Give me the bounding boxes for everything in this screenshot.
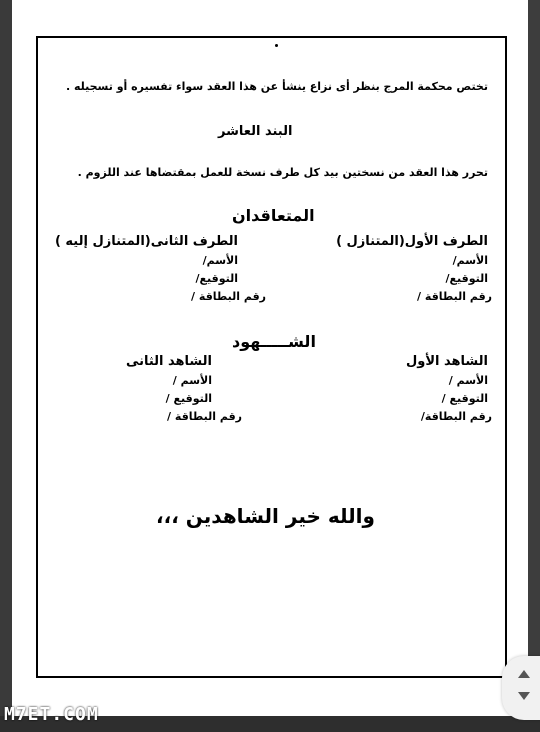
witness2-signature-label: التوقيع / xyxy=(165,392,212,405)
witness2-heading: الشاهد الثانى xyxy=(125,354,212,369)
site-watermark: M7ET.COM xyxy=(4,704,99,725)
witnesses-title: الشـــــهود xyxy=(232,332,316,351)
witness2-name-label: الأسم / xyxy=(172,374,212,387)
page-dot xyxy=(275,44,278,47)
scroll-control[interactable] xyxy=(502,656,540,720)
witness1-id-label: رقم البطاقة/ xyxy=(420,410,492,423)
party2-signature-label: التوقيع/ xyxy=(195,272,238,285)
witness1-heading: الشاهد الأول xyxy=(406,354,488,369)
jurisdiction-line: تختص محكمة المرج بنظر أى نزاع ينشأ عن هذا العقد سواء تفسيره أو تسجيله . xyxy=(65,80,488,93)
viewer-left-edge xyxy=(0,0,12,732)
chevron-up-icon[interactable] xyxy=(518,670,530,678)
party1-id-label: رقم البطاقة / xyxy=(417,290,492,303)
viewer-right-edge xyxy=(528,0,540,732)
party1-signature-label: التوقيع/ xyxy=(445,272,488,285)
parties-title: المتعاقدان xyxy=(232,206,315,225)
chevron-down-icon[interactable] xyxy=(518,692,530,700)
witness1-name-label: الأسم / xyxy=(448,374,488,387)
party2-name-label: الأسم/ xyxy=(202,254,238,267)
party2-id-label: رقم البطاقة / xyxy=(191,290,266,303)
party1-name-label: الأسم/ xyxy=(452,254,488,267)
closing-line: والله خير الشاهدين ،،، xyxy=(156,504,375,528)
witness2-id-label: رقم البطاقة / xyxy=(167,410,242,423)
copies-line: تحرر هذا العقد من نسختين بيد كل طرف نسخة للعمل بمقتضاها عند اللزوم . xyxy=(77,166,488,179)
party1-heading: الطرف الأول(المتنازل ) xyxy=(336,234,488,249)
clause-title: البند العاشر xyxy=(218,124,293,139)
party2-heading: الطرف الثانى(المتنازل إليه ) xyxy=(54,234,238,249)
document-page xyxy=(12,0,528,716)
witness1-signature-label: التوقيع / xyxy=(441,392,488,405)
